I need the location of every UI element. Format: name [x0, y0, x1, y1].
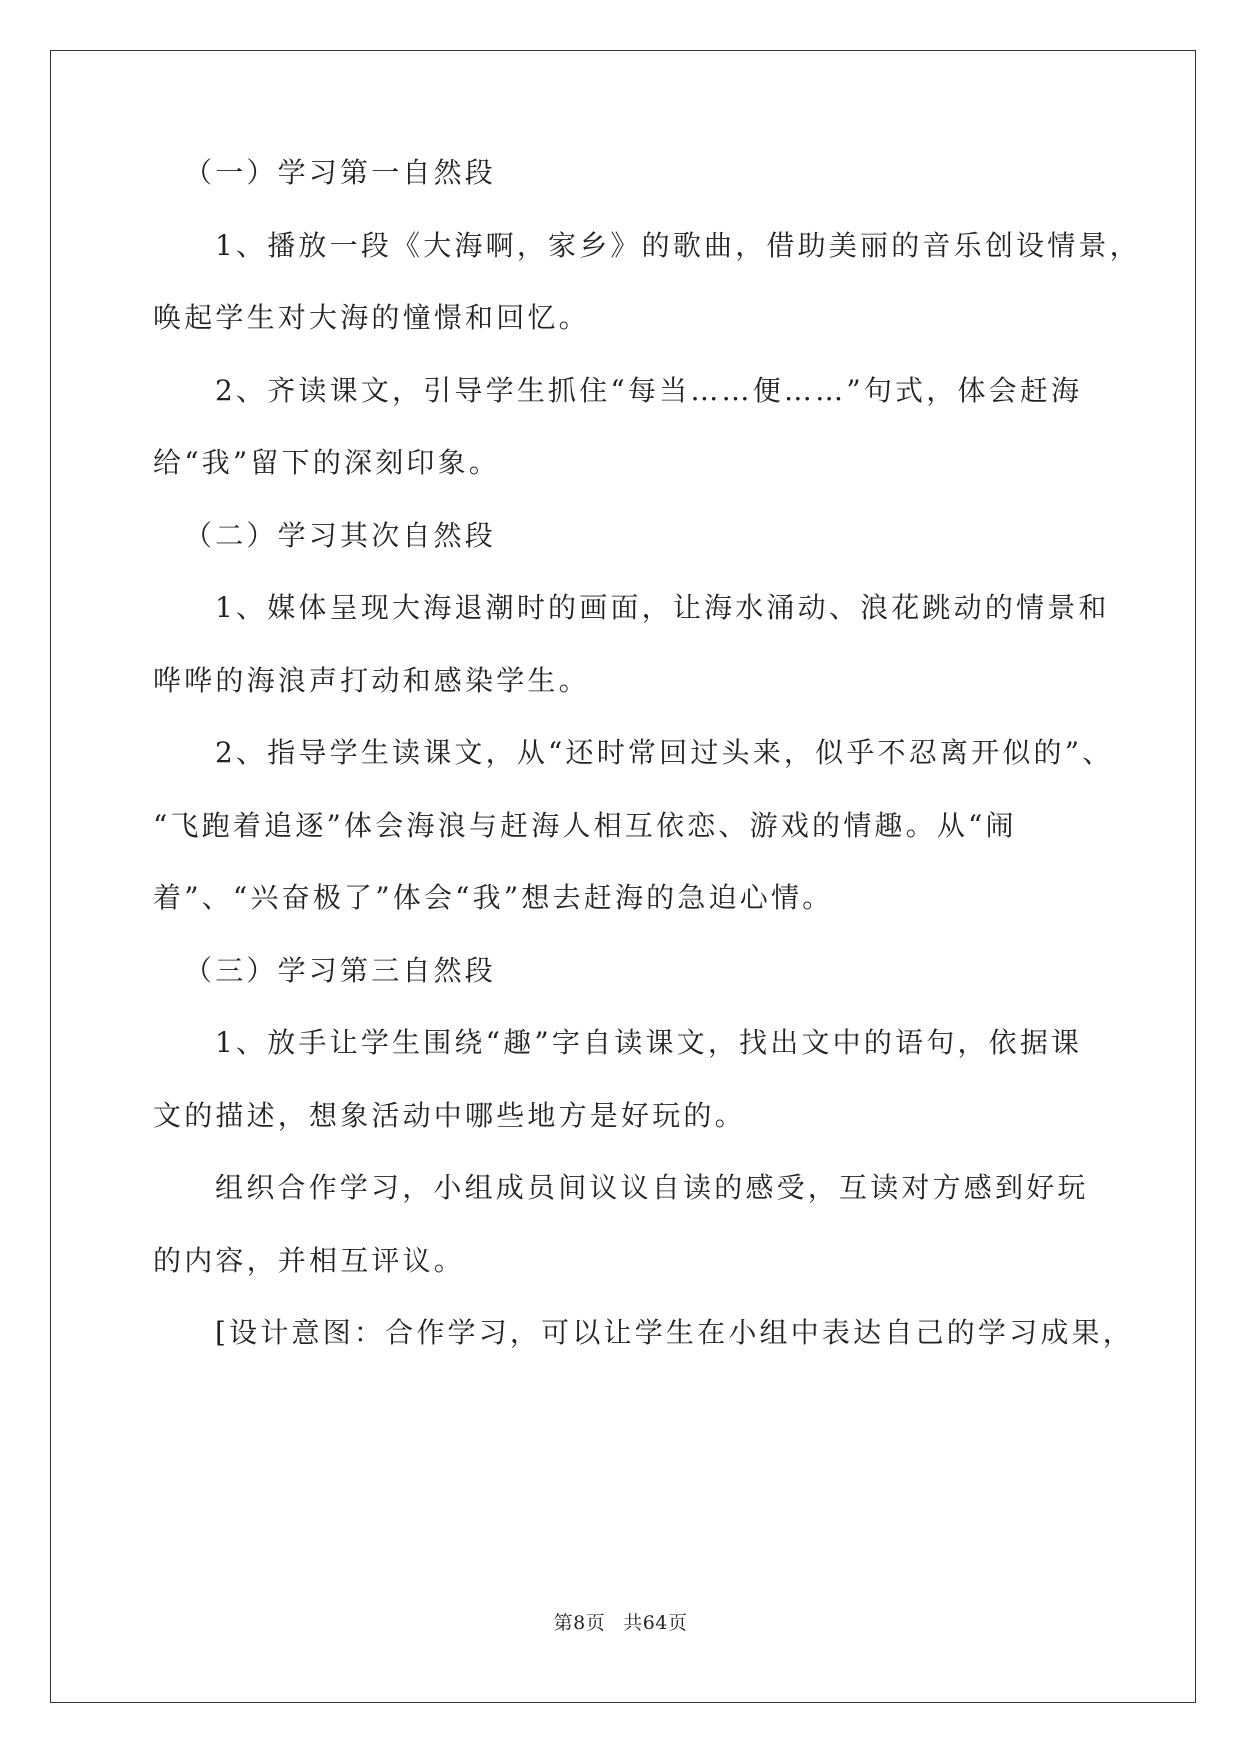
page-number: 第8页	[553, 1612, 606, 1634]
paragraph-line: 1、媒体呈现大海退潮时的画面，让海水涌动、浪花跳动的情景和	[215, 591, 1110, 624]
paragraph-line: 1、播放一段《大海啊，家乡》的歌曲，借助美丽的音乐创设情景，	[215, 228, 1141, 262]
paragraph-line: 的内容，并相互评议。	[153, 1243, 466, 1277]
paragraph-line: 1、放手让学生围绕“趣”字自读课文，找出文中的语句，依据课	[215, 1026, 1083, 1059]
paragraph-line: 2、指导学生读课文，从“还时常回过头来，似乎不忍离开似的”、	[215, 736, 1114, 769]
paragraph-line: 唤起学生对大海的憧憬和回忆。	[153, 301, 590, 334]
section-heading-1: （一）学习第一自然段	[184, 156, 497, 189]
paragraph-line: 组织合作学习，小组成员间议议自读的感受，互读对方感到好玩	[215, 1171, 1089, 1204]
page-footer	[0, 1608, 1241, 1635]
paragraph-line: 哗哗的海浪声打动和感染学生。	[153, 663, 590, 697]
paragraph-line: [设计意图：合作学习，可以让学生在小组中表达自己的学习成果，	[215, 1316, 1134, 1349]
paragraph-line: 着”、“兴奋极了”体会“我”想去赶海的急迫心情。	[153, 881, 834, 914]
page-total: 共64页	[623, 1612, 688, 1634]
page-border	[50, 50, 1196, 1703]
section-heading-3: （三）学习第三自然段	[184, 953, 497, 987]
paragraph-line: 文的描述，想象活动中哪些地方是好玩的。	[153, 1098, 746, 1132]
paragraph-line: “飞跑着追逐”体会海浪与赶海人相互依恋、游戏的情趣。从“闹	[153, 808, 1017, 842]
paragraph-line: 给“我”留下的深刻印象。	[153, 446, 501, 479]
section-heading-2: （二）学习其次自然段	[184, 518, 497, 552]
paragraph-line: 2、齐读课文，引导学生抓住“每当……便……”句式，体会赶海	[215, 373, 1083, 407]
